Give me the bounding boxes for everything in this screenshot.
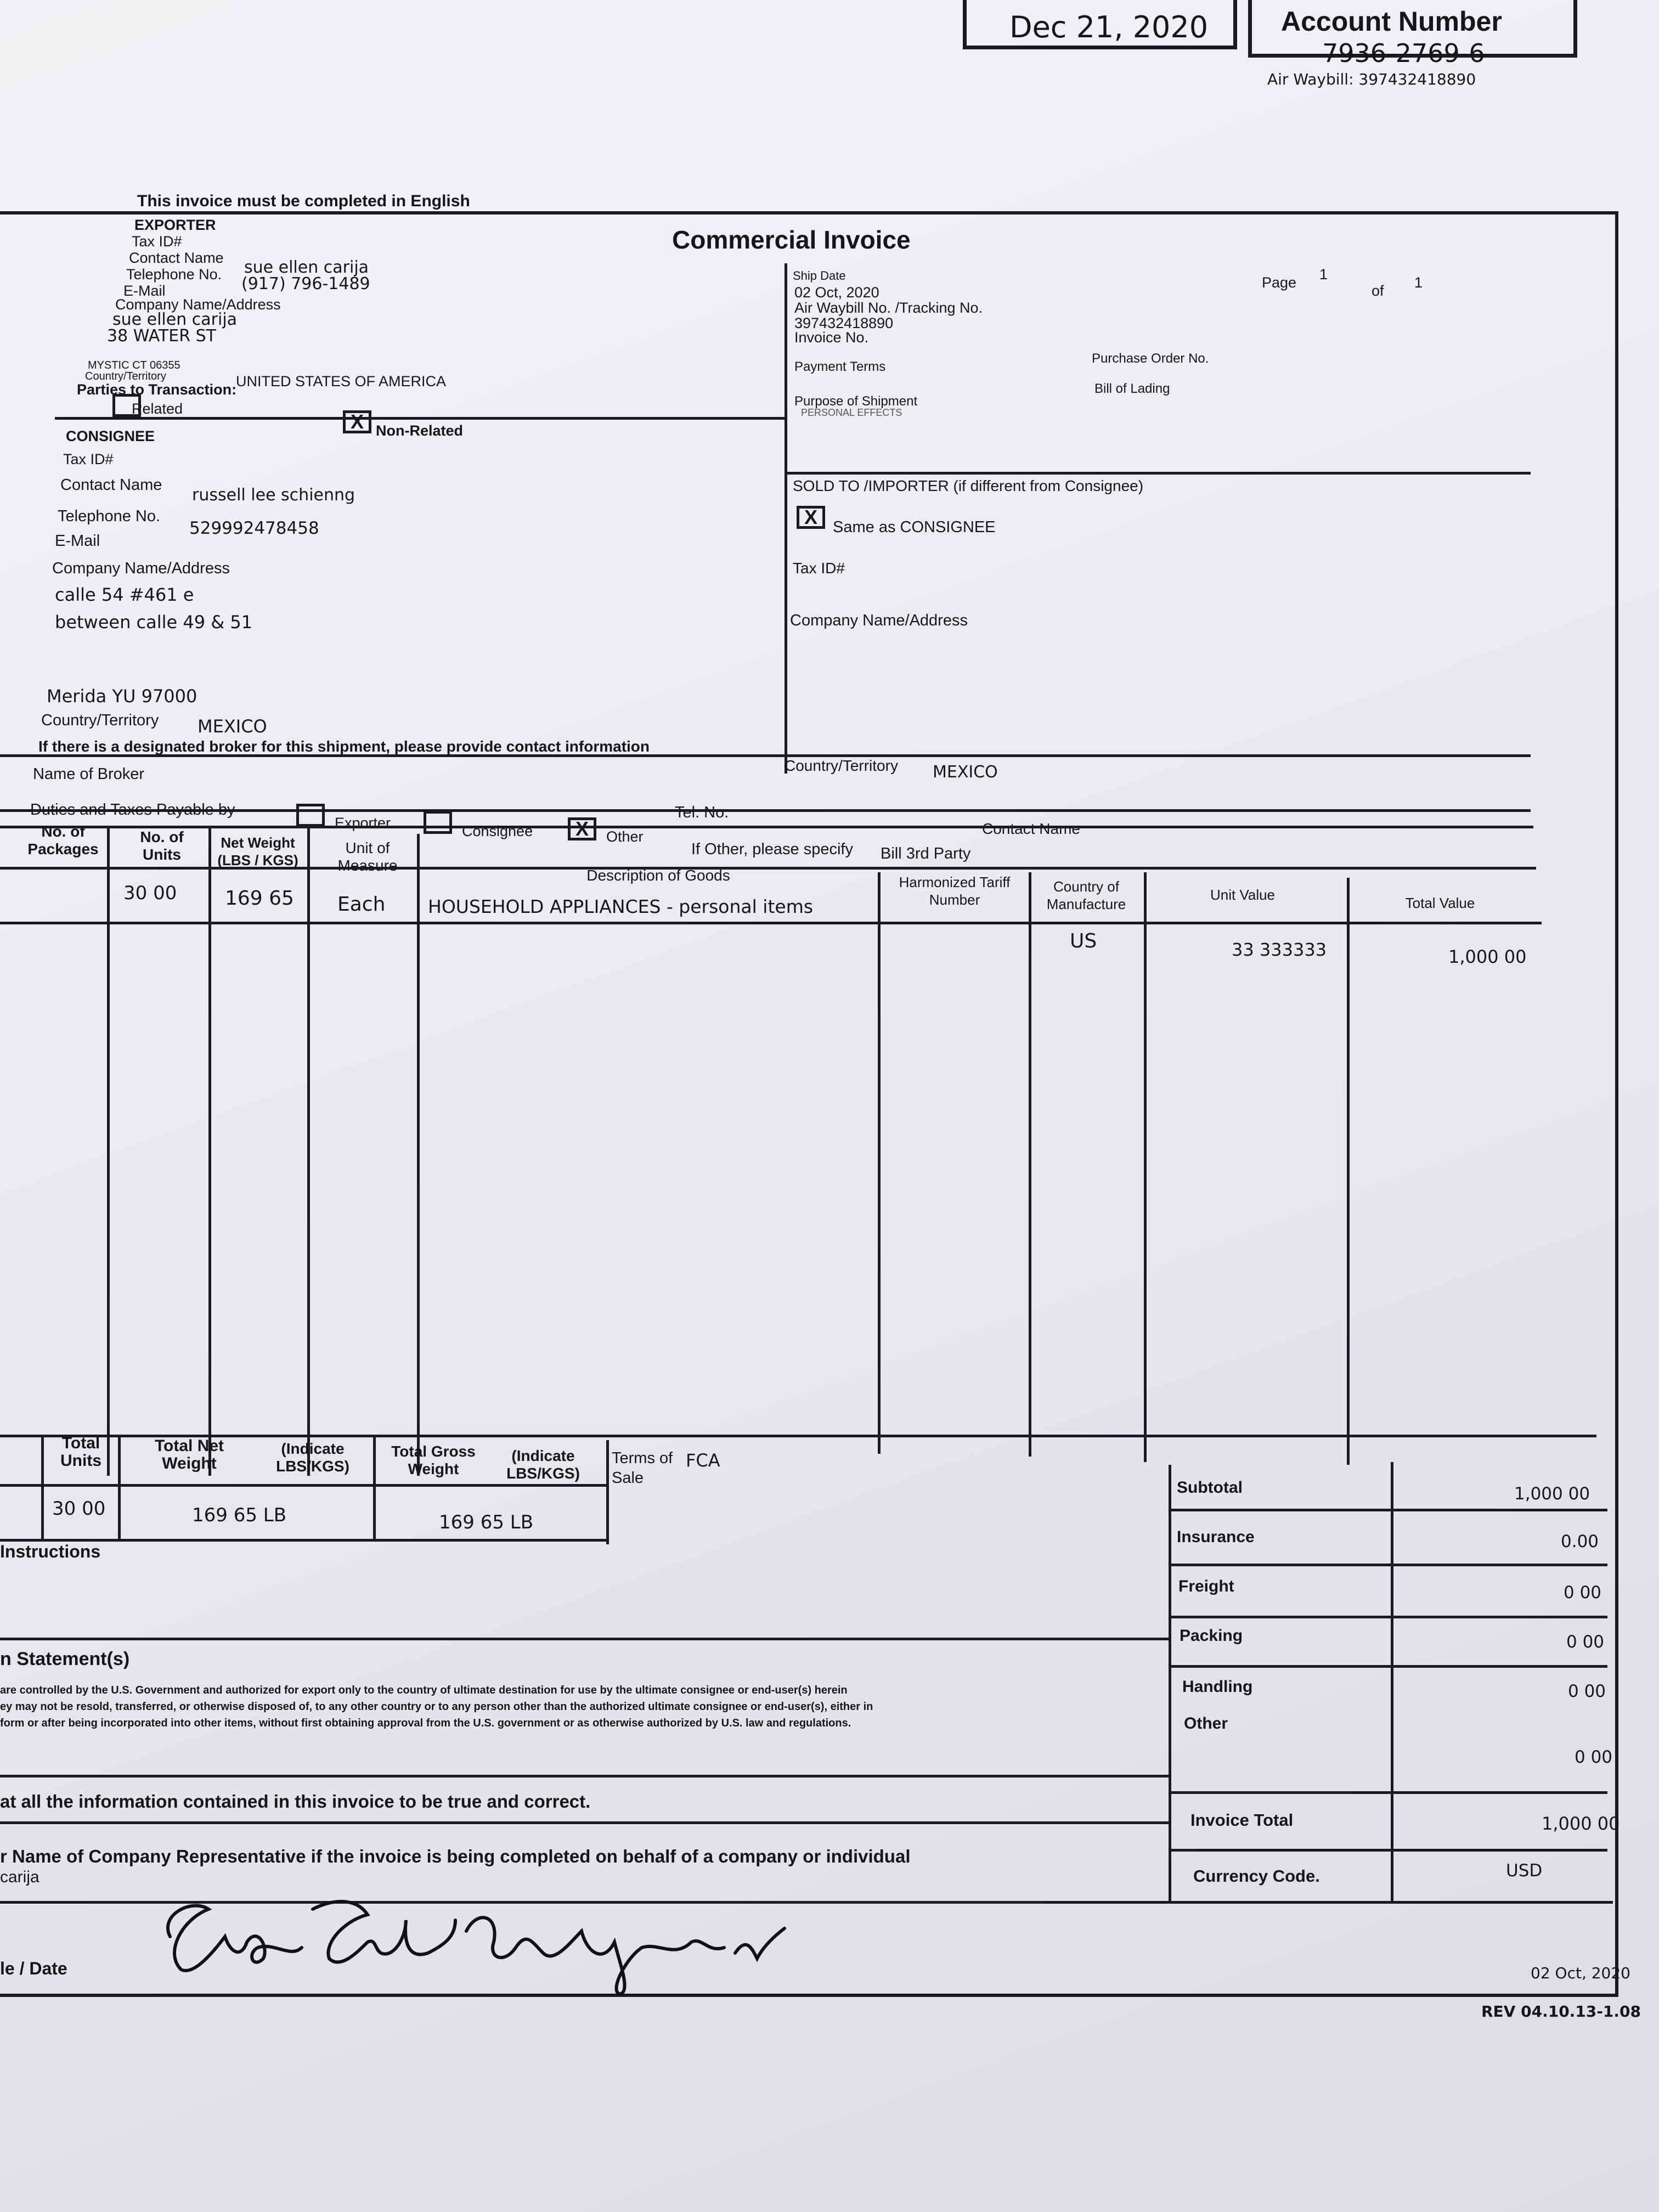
total-units-label: Total Units — [60, 1434, 101, 1470]
instructions-label: Instructions — [0, 1542, 101, 1561]
exporter-contact: sue ellen carija — [244, 258, 369, 277]
currency-label: Currency Code. — [1193, 1866, 1320, 1886]
charge-other-label: Other — [1184, 1714, 1228, 1733]
charge-packing: 0 00 — [1566, 1632, 1605, 1652]
duties-other-checkbox[interactable]: X — [568, 817, 596, 840]
payment-terms-label: Payment Terms — [794, 359, 886, 374]
totals-div-2 — [118, 1435, 121, 1539]
total-net-label: Total Net Weight — [154, 1437, 224, 1472]
totals-div-4 — [606, 1440, 609, 1544]
col-divider-4 — [417, 834, 420, 1476]
total-net-indicate: (Indicate LBS/KGS) — [276, 1440, 349, 1475]
non-related-checkbox[interactable]: X — [343, 410, 371, 433]
totals-mid-rule — [0, 1484, 609, 1487]
duties-if-other-label: If Other, please specify — [691, 840, 853, 858]
charge-rule-1 — [1169, 1509, 1607, 1511]
col-divider-6 — [1029, 872, 1031, 1457]
duties-exporter-checkbox[interactable] — [296, 804, 325, 827]
currency-value: USD — [1506, 1861, 1543, 1881]
exporter-country: UNITED STATES OF AMERICA — [236, 373, 447, 390]
charge-insurance-label: Insurance — [1177, 1528, 1255, 1546]
page-number: 1 — [1319, 266, 1328, 283]
col-divider-1 — [107, 826, 110, 1476]
header-uom: Unit of Measure — [337, 839, 398, 874]
charge-rule-2 — [1169, 1564, 1607, 1566]
duties-other-label: Other — [606, 828, 644, 845]
header-hts: Harmonized Tariff Number — [899, 874, 1011, 908]
duties-specified: Bill 3rd Party — [881, 845, 971, 862]
broker-tel-label: Tel. No. — [675, 804, 729, 821]
consignee-telephone-label: Telephone No. — [58, 507, 161, 525]
duties-consignee-checkbox[interactable] — [424, 811, 452, 834]
statement-line-2: ey may not be resold, transferred, or otherwise disposed of, to any other country or to any person other than the authorized ultimate consignee or end-user(s), either in — [0, 1701, 873, 1713]
charge-rule-5 — [1169, 1791, 1607, 1794]
bol-label: Bill of Lading — [1094, 381, 1170, 396]
consignee-address-2: between calle 49 & 51 — [55, 612, 253, 633]
invoice-total: 1,000 00 — [1542, 1813, 1620, 1834]
table-row-rule — [0, 922, 1542, 924]
ship-date-label: Ship Date — [793, 269, 846, 283]
non-related-label: Non-Related — [376, 422, 464, 439]
same-as-consignee-checkbox[interactable]: X — [797, 506, 825, 529]
total-units: 30 00 — [52, 1498, 106, 1520]
signature-date: 02 Oct, 2020 — [1531, 1964, 1630, 1982]
account-number: 7936-2769-6 — [1322, 38, 1485, 68]
representative-name: carija — [0, 1868, 40, 1886]
row-description: HOUSEHOLD APPLIANCES - personal items — [428, 896, 814, 917]
statement-top-rule — [0, 1638, 1171, 1640]
broker-note: If there is a designated broker for this shipment, please provide contact information — [38, 738, 650, 755]
broker-name-label: Name of Broker — [33, 765, 145, 783]
consignee-email-label: E-Mail — [55, 532, 100, 550]
exporter-divider — [785, 263, 787, 774]
exporter-company-label: Company Name/Address — [115, 296, 281, 313]
col-divider-3 — [307, 828, 310, 1476]
label-date: Dec 21, 2020 — [1009, 10, 1209, 44]
certify-statement: at all the information contained in this invoice to be true and correct. — [0, 1791, 591, 1812]
label-air-waybill: Air Waybill: 397432418890 — [1267, 70, 1476, 88]
exporter-telephone-label: Telephone No. — [126, 266, 222, 283]
consignee-contact-label: Contact Name — [60, 476, 162, 494]
page-label: Page — [1262, 274, 1297, 291]
totals-div-1 — [41, 1435, 44, 1539]
page-of-label: of — [1372, 283, 1384, 299]
charge-rule-3 — [1169, 1616, 1607, 1618]
sold-to-country: MEXICO — [933, 763, 998, 782]
exporter-address-3: MYSTIC CT 06355 — [88, 359, 180, 371]
col-divider-5 — [878, 872, 881, 1454]
col-divider-2 — [208, 826, 211, 1476]
sold-to-company-label: Company Name/Address — [790, 612, 968, 629]
ship-date: 02 Oct, 2020 — [794, 284, 879, 301]
consignee-telephone: 529992478458 — [189, 518, 319, 538]
charges-left-rule — [1169, 1465, 1171, 1904]
charge-insurance: 0.00 — [1561, 1532, 1599, 1551]
certify-rule — [0, 1821, 1171, 1824]
total-gross-label: Total Gross Weight — [391, 1443, 476, 1477]
col-divider-8 — [1347, 878, 1350, 1465]
statement-heading: n Statement(s) — [0, 1649, 130, 1669]
awb-number: 397432418890 — [794, 315, 894, 331]
page-total: 1 — [1414, 274, 1423, 291]
signature-image — [148, 1876, 795, 1997]
exporter-email-label: E-Mail — [123, 283, 166, 299]
consignee-tax-label: Tax ID# — [63, 451, 114, 467]
broker-contact-label: Contact Name — [982, 820, 1080, 837]
charge-rule-4 — [1169, 1665, 1607, 1668]
sold-to-heading: SOLD TO /IMPORTER (if different from Consignee) — [793, 477, 1144, 494]
statement-line-1: are controlled by the U.S. Government and authorized for export only to the country of ultimate destination for use by the ultimate consignee or end-user(s) herein — [0, 1684, 848, 1696]
consignee-country-label: Country/Territory — [41, 712, 159, 729]
must-complete-note: This invoice must be completed in English — [137, 192, 470, 210]
duties-exporter-label: Exporter — [335, 815, 391, 831]
sold-to-country-label: Country/Territory — [785, 757, 898, 774]
total-gross-indicate: (Indicate LBS/KGS) — [506, 1447, 580, 1482]
total-gross: 169 65 LB — [439, 1511, 534, 1533]
header-packages: No. of Packages — [27, 823, 99, 857]
header-country: Country of Manufacture — [1046, 878, 1126, 912]
exporter-address-2: 38 WATER ST — [107, 326, 216, 346]
col-divider-7 — [1144, 872, 1147, 1462]
header-unit-value: Unit Value — [1210, 887, 1276, 903]
statement-mid-rule — [0, 1775, 1171, 1778]
purpose-value: PERSONAL EFFECTS — [801, 407, 902, 418]
header-description: Description of Goods — [586, 867, 730, 884]
account-number-label: Account Number — [1281, 6, 1502, 37]
exporter-telephone: (917) 796-1489 — [241, 274, 370, 294]
charge-packing-label: Packing — [1180, 1627, 1243, 1645]
exporter-contact-label: Contact Name — [129, 250, 224, 266]
charge-handling-label: Handling — [1182, 1678, 1253, 1696]
charge-freight: 0 00 — [1564, 1583, 1602, 1602]
po-label: Purchase Order No. — [1092, 351, 1209, 366]
representative-note: r Name of Company Representative if the invoice is being completed on behalf of a company or individual — [0, 1846, 911, 1866]
consignee-country: MEXICO — [198, 716, 267, 737]
header-total-value: Total Value — [1405, 895, 1475, 911]
charge-other: 0 00 — [1575, 1747, 1613, 1767]
signature-date-label: le / Date — [0, 1959, 67, 1978]
form-title: Commercial Invoice — [672, 225, 911, 254]
row-country: US — [1070, 930, 1097, 952]
table-header-top-rule — [0, 826, 1533, 828]
row-total-value: 1,000 00 — [1448, 946, 1527, 967]
consignee-company-label: Company Name/Address — [52, 560, 230, 577]
totals-div-3 — [373, 1435, 376, 1542]
terms-label: Terms of Sale — [612, 1449, 673, 1487]
charge-freight-label: Freight — [1178, 1577, 1234, 1595]
invoice-no-label: Invoice No. — [794, 329, 869, 346]
row-uom: Each — [337, 893, 386, 916]
charge-rule-6 — [1169, 1849, 1607, 1852]
header-units: No. of Units — [140, 828, 184, 863]
duties-label: Duties and Taxes Payable by — [30, 801, 235, 819]
consignee-address-1: calle 54 #461 e — [55, 584, 194, 605]
statement-line-3: form or after being incorporated into other items, without first obtaining approval from the U.S. government or as otherwise authorized by U.S. law and regulations. — [0, 1717, 851, 1729]
row-net-weight: 169 65 — [225, 887, 294, 910]
consignee-heading: CONSIGNEE — [66, 428, 155, 444]
charge-handling: 0 00 — [1568, 1681, 1606, 1701]
row-unit-value: 33 333333 — [1232, 939, 1327, 960]
consignee-contact: russell lee schienng — [192, 486, 356, 505]
purpose-label: Purpose of Shipment — [794, 394, 918, 409]
soldto-top-rule — [785, 472, 1531, 475]
exporter-tax-label: Tax ID# — [132, 233, 182, 250]
related-label: Related — [132, 400, 183, 417]
charge-subtotal: 1,000 00 — [1514, 1484, 1590, 1504]
parties-label: Parties to Transaction: — [77, 381, 237, 398]
row-units: 30 00 — [123, 882, 177, 904]
exporter-address-1: sue ellen carija — [112, 310, 238, 329]
exporter-heading: EXPORTER — [134, 217, 216, 233]
consignee-city-line: Merida YU 97000 — [47, 686, 198, 707]
terms-value: FCA — [686, 1450, 720, 1471]
charge-subtotal-label: Subtotal — [1177, 1479, 1243, 1497]
charges-mid-rule — [1391, 1462, 1393, 1901]
sold-to-tax-label: Tax ID# — [793, 560, 845, 577]
invoice-total-label: Invoice Total — [1190, 1810, 1294, 1830]
total-net: 169 65 LB — [192, 1504, 287, 1526]
totals-top-rule — [0, 1435, 1596, 1437]
awb-label: Air Waybill No. /Tracking No. — [794, 300, 983, 316]
duties-consignee-label: Consignee — [462, 823, 533, 839]
exporter-country-label: Country/Territory — [85, 370, 166, 382]
revision-code: REV 04.10.13-1.08 — [1481, 2002, 1641, 2021]
header-net-weight: Net Weight (LBS / KGS) — [217, 834, 298, 868]
same-as-consignee-label: Same as CONSIGNEE — [833, 518, 996, 536]
